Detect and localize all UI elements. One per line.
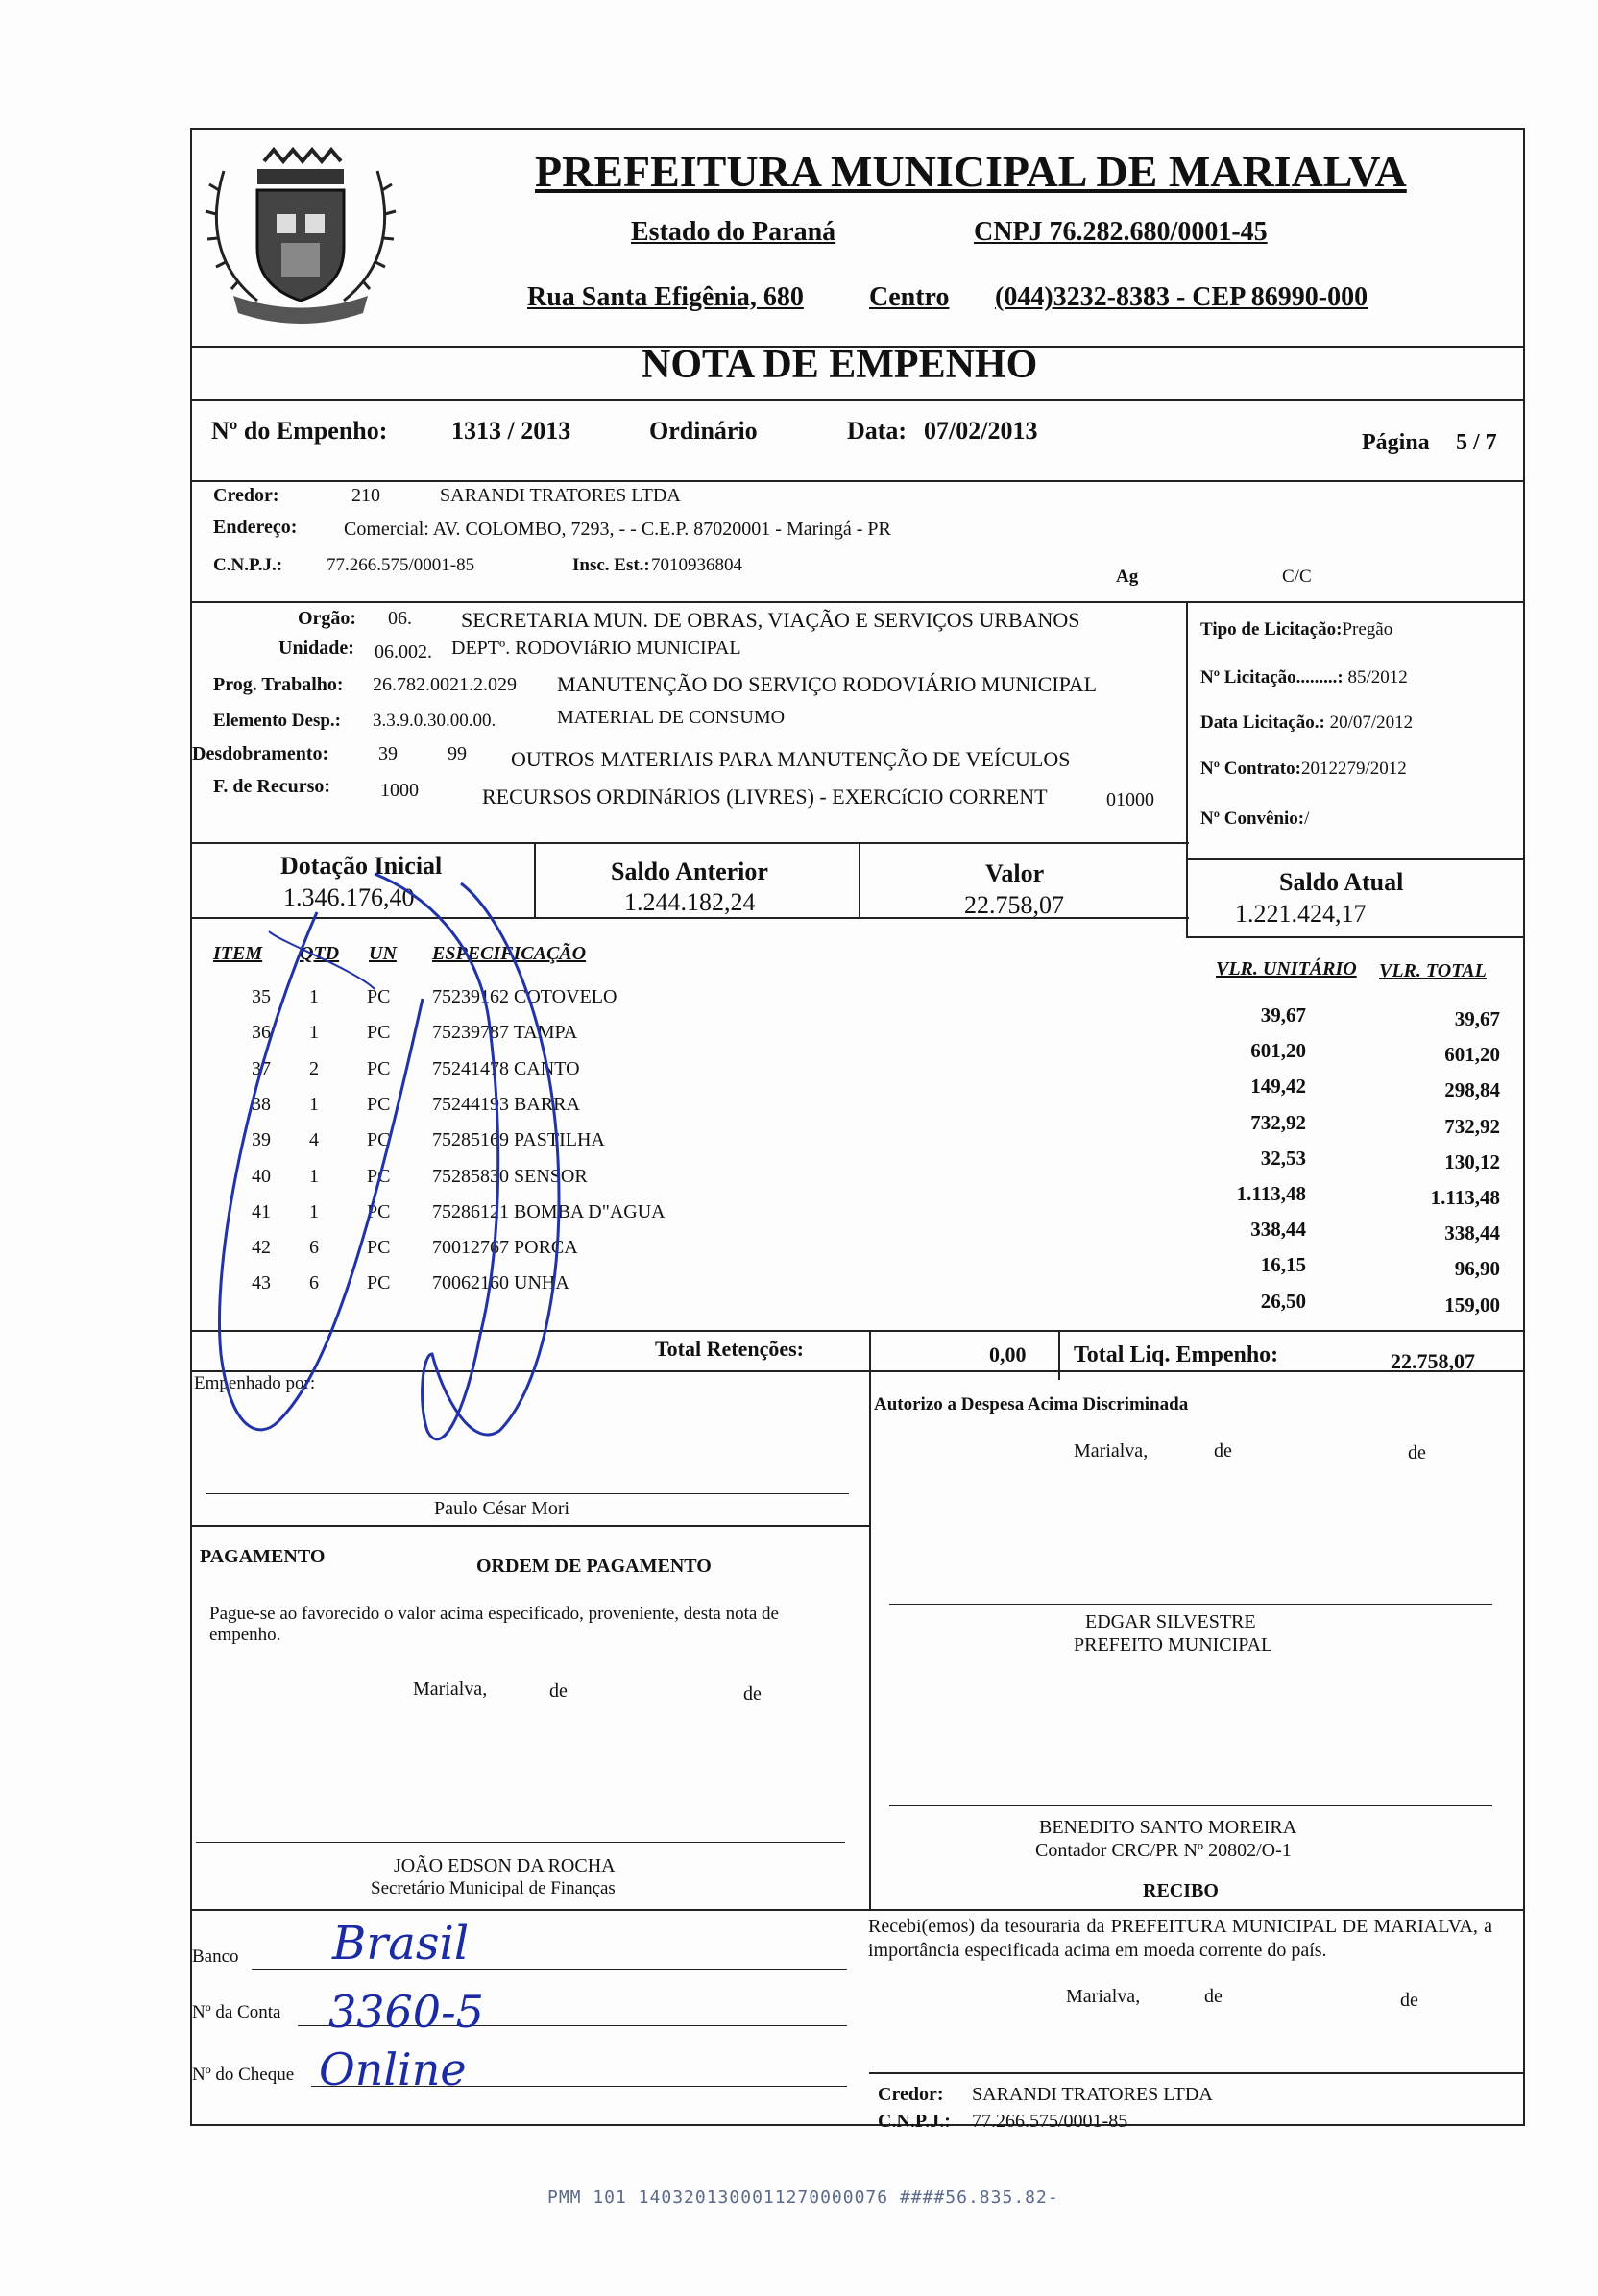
desdobramento-code2: 99 bbox=[448, 743, 467, 764]
cell-total: 39,67 bbox=[1454, 1007, 1500, 1030]
col-qtd: QTD bbox=[300, 943, 340, 964]
dotacao-value: 1.346.176,40 bbox=[283, 883, 415, 911]
orgao-code: 06. bbox=[388, 608, 412, 629]
divider bbox=[190, 480, 1523, 482]
cell-qtd: 2 bbox=[309, 1057, 319, 1079]
credor-code: 210 bbox=[351, 485, 380, 506]
credor-cnpj: 77.266.575/0001-85 bbox=[327, 555, 475, 575]
cell-qtd: 6 bbox=[309, 1272, 319, 1294]
prefeito-title: PREFEITO MUNICIPAL bbox=[1074, 1634, 1273, 1656]
saldo-atual-value: 1.221.424,17 bbox=[1235, 900, 1367, 928]
cell-espec: 70062160 UNHA bbox=[432, 1272, 569, 1294]
date-label: Data: bbox=[847, 417, 908, 445]
saldo-atual-label: Saldo Atual bbox=[1279, 868, 1404, 896]
cell-total: 96,90 bbox=[1454, 1257, 1500, 1281]
divider bbox=[1186, 936, 1523, 938]
cell-qtd: 1 bbox=[309, 986, 319, 1007]
cell-qtd: 6 bbox=[309, 1237, 319, 1259]
divider bbox=[190, 1909, 1523, 1911]
cell-qtd: 1 bbox=[309, 1022, 319, 1044]
col-item: ITEM bbox=[213, 943, 263, 964]
licitacao-tipo: Tipo de Licitação:Pregão bbox=[1200, 619, 1393, 640]
cell-item: 39 bbox=[252, 1129, 271, 1151]
cell-un: PC bbox=[367, 986, 391, 1007]
city-line-recibo-b: de bbox=[1204, 1986, 1223, 2007]
cell-espec: 75239162 COTOVELO bbox=[432, 986, 617, 1007]
signature-line bbox=[196, 1842, 845, 1843]
recibo-title: RECIBO bbox=[1143, 1880, 1219, 1901]
cell-item: 37 bbox=[252, 1057, 271, 1079]
prefeito-name: EDGAR SILVESTRE bbox=[1085, 1611, 1256, 1632]
unidade-name: DEPTº. RODOVIáRIO MUNICIPAL bbox=[451, 638, 741, 659]
autorizo-text: Autorizo a Despesa Acima Discriminada bbox=[874, 1394, 1189, 1414]
phone-cep: (044)3232-8383 - CEP 86990-000 bbox=[995, 282, 1368, 312]
agency-label: Ag bbox=[1116, 567, 1139, 587]
cell-espec: 70012767 PORCA bbox=[432, 1237, 578, 1259]
divider bbox=[190, 601, 1523, 603]
address-label: Endereço: bbox=[213, 517, 298, 538]
recibo-cnpj: 77.266.575/0001-85 bbox=[972, 2111, 1128, 2132]
ordem-label: ORDEM DE PAGAMENTO bbox=[476, 1556, 712, 1577]
cell-un: PC bbox=[367, 1093, 391, 1115]
empenhado-name: Paulo César Mori bbox=[434, 1498, 570, 1519]
recibo-text: Recebi(emos) da tesouraria da PREFEITURA MUNICIPAL DE MARIALVA, a importância especificada acima em moeda corrente do país. bbox=[868, 1916, 1492, 1961]
empenho-type: Ordinário bbox=[649, 417, 758, 445]
district: Centro bbox=[869, 282, 950, 312]
col-total: VLR. TOTAL bbox=[1379, 960, 1487, 981]
divider bbox=[869, 2072, 1523, 2074]
cell-unit: 338,44 bbox=[1250, 1218, 1306, 1242]
cell-qtd: 1 bbox=[309, 1165, 319, 1187]
state-label: Estado do Paraná bbox=[631, 217, 836, 247]
document-title: NOTA DE EMPENHO bbox=[642, 343, 1038, 387]
banco-label: Banco bbox=[192, 1946, 239, 1967]
cell-espec: 75285169 PASTILHA bbox=[432, 1129, 605, 1151]
cell-total: 732,92 bbox=[1444, 1114, 1500, 1138]
prog-label: Prog. Trabalho: bbox=[213, 674, 344, 695]
licitacao-data: Data Licitação.: 20/07/2012 bbox=[1200, 713, 1414, 733]
cell-total: 130,12 bbox=[1444, 1149, 1500, 1173]
cell-unit: 32,53 bbox=[1260, 1146, 1306, 1170]
conta-handwritten: 3360-5 bbox=[328, 1986, 484, 2038]
credor-name: SARANDI TRATORES LTDA bbox=[440, 485, 681, 506]
valor-label: Valor bbox=[985, 859, 1045, 887]
contador-title: Contador CRC/PR Nº 20802/O-1 bbox=[1035, 1840, 1292, 1861]
cell-item: 42 bbox=[252, 1237, 271, 1259]
cell-item: 43 bbox=[252, 1272, 271, 1294]
divider bbox=[1058, 1330, 1060, 1380]
cell-un: PC bbox=[367, 1200, 391, 1222]
credor-label: Credor: bbox=[213, 485, 279, 506]
col-un: UN bbox=[369, 943, 397, 964]
recurso-label: F. de Recurso: bbox=[213, 776, 331, 797]
banco-handwritten: Brasil bbox=[332, 1917, 470, 1970]
cell-un: PC bbox=[367, 1022, 391, 1044]
cell-item: 38 bbox=[252, 1093, 271, 1115]
liquido-value: 22.758,07 bbox=[1391, 1349, 1475, 1373]
cell-un: PC bbox=[367, 1165, 391, 1187]
cell-item: 36 bbox=[252, 1022, 271, 1044]
valor-value: 22.758,07 bbox=[964, 891, 1064, 919]
footer-stamp: PMM 101 1403201300011270000076 ####56.835.82- bbox=[547, 2187, 1059, 2208]
retencoes-value: 0,00 bbox=[989, 1342, 1027, 1366]
prog-code: 26.782.0021.2.029 bbox=[373, 674, 517, 695]
divider bbox=[190, 842, 1189, 844]
cell-espec: 75239787 TAMPA bbox=[432, 1022, 578, 1044]
page-number: 5 / 7 bbox=[1456, 430, 1497, 455]
recurso-extra: 01000 bbox=[1106, 789, 1154, 810]
cell-espec: 75285830 SENSOR bbox=[432, 1165, 588, 1187]
saldo-anterior-label: Saldo Anterior bbox=[611, 858, 768, 885]
col-unit: VLR. UNITÁRIO bbox=[1216, 958, 1357, 979]
cheque-label: Nº do Cheque bbox=[192, 2065, 295, 2085]
desdobramento-label: Desdobramento: bbox=[192, 743, 329, 764]
divider bbox=[1186, 602, 1188, 842]
account-label: C/C bbox=[1282, 567, 1312, 587]
cell-unit: 39,67 bbox=[1260, 1003, 1306, 1027]
city-line-left-c: de bbox=[743, 1683, 762, 1704]
cell-un: PC bbox=[367, 1057, 391, 1079]
unidade-label: Unidade: bbox=[278, 638, 354, 659]
signature-line bbox=[206, 1493, 849, 1494]
cell-unit: 732,92 bbox=[1250, 1110, 1306, 1134]
cell-espec: 75244193 BARRA bbox=[432, 1093, 580, 1115]
saldo-anterior-value: 1.244.182,24 bbox=[624, 888, 756, 916]
city-line-right-a: Marialva, bbox=[1074, 1440, 1149, 1462]
licitacao-numero: Nº Licitação.........: 85/2012 bbox=[1200, 667, 1408, 688]
cell-qtd: 1 bbox=[309, 1093, 319, 1115]
city-line-left-a: Marialva, bbox=[413, 1679, 488, 1700]
desdobramento-code1: 39 bbox=[378, 743, 398, 764]
insc-label: Insc. Est.: bbox=[572, 555, 650, 575]
orgao-label: Orgão: bbox=[298, 608, 357, 629]
desdobramento-name: OUTROS MATERIAIS PARA MANUTENÇÃO DE VEÍCULOS bbox=[511, 747, 1071, 771]
city-line-right-b: de bbox=[1214, 1440, 1232, 1462]
recibo-cnpj-label: C.N.P.J.: bbox=[878, 2111, 951, 2132]
recurso-name: RECURSOS ORDINáRIOS (LIVRES) - EXERCíCIO CORRENT bbox=[482, 785, 1048, 809]
elemento-label: Elemento Desp.: bbox=[213, 711, 341, 731]
cell-qtd: 4 bbox=[309, 1129, 319, 1151]
divider bbox=[859, 842, 860, 917]
cell-item: 35 bbox=[252, 986, 271, 1007]
pague-se-text: Pague-se ao favorecido o valor acima especificado, proveniente, desta nota de empenho. bbox=[209, 1604, 779, 1645]
secretario-name: JOÃO EDSON DA ROCHA bbox=[394, 1855, 616, 1876]
recibo-credor-label: Credor: bbox=[878, 2084, 944, 2105]
contrato: Nº Contrato:2012279/2012 bbox=[1200, 759, 1407, 779]
cnpj-header: CNPJ 76.282.680/0001-45 bbox=[974, 217, 1268, 247]
signature-line bbox=[889, 1604, 1492, 1605]
cheque-handwritten: Online bbox=[319, 2043, 467, 2095]
cell-item: 40 bbox=[252, 1165, 271, 1187]
elemento-name: MATERIAL DE CONSUMO bbox=[557, 707, 786, 728]
col-espec: ESPECIFICAÇÃO bbox=[432, 943, 587, 964]
street-address: Rua Santa Efigênia, 680 bbox=[527, 282, 804, 312]
cell-unit: 26,50 bbox=[1260, 1289, 1306, 1313]
contador-name: BENEDITO SANTO MOREIRA bbox=[1039, 1817, 1297, 1838]
municipality-title: PREFEITURA MUNICIPAL DE MARIALVA bbox=[535, 147, 1407, 196]
city-line-left-b: de bbox=[549, 1680, 568, 1702]
divider bbox=[1186, 858, 1523, 860]
cell-unit: 601,20 bbox=[1250, 1039, 1306, 1063]
orgao-name: SECRETARIA MUN. DE OBRAS, VIAÇÃO E SERVIÇOS URBANOS bbox=[461, 608, 1080, 632]
cell-unit: 149,42 bbox=[1250, 1075, 1306, 1099]
secretario-title: Secretário Municipal de Finanças bbox=[371, 1878, 616, 1898]
cell-qtd: 1 bbox=[309, 1200, 319, 1222]
convenio: Nº Convênio:/ bbox=[1200, 809, 1310, 829]
retencoes-label: Total Retenções: bbox=[655, 1337, 804, 1361]
credor-address: Comercial: AV. COLOMBO, 7293, - - C.E.P. 87020001 - Maringá - PR bbox=[344, 519, 891, 540]
municipal-crest bbox=[205, 133, 397, 336]
empenho-number-label: Nº do Empenho: bbox=[211, 417, 388, 445]
cell-total: 601,20 bbox=[1444, 1043, 1500, 1067]
dotacao-label: Dotação Inicial bbox=[280, 852, 443, 880]
cell-espec: 75241478 CANTO bbox=[432, 1057, 580, 1079]
elemento-code: 3.3.9.0.30.00.00. bbox=[373, 711, 496, 731]
cell-total: 1.113,48 bbox=[1430, 1186, 1500, 1209]
divider bbox=[190, 399, 1523, 401]
cell-total: 159,00 bbox=[1444, 1293, 1500, 1317]
empenhado-label: Empenhado por: bbox=[194, 1373, 316, 1393]
credor-insc: 7010936804 bbox=[651, 555, 742, 575]
city-line-right-c: de bbox=[1408, 1442, 1426, 1463]
conta-label: Nº da Conta bbox=[192, 2002, 281, 2022]
unidade-code: 06.002. bbox=[375, 641, 432, 663]
divider bbox=[869, 1370, 871, 1911]
cnpj-label: C.N.P.J.: bbox=[213, 555, 283, 575]
cell-un: PC bbox=[367, 1237, 391, 1259]
signature-line bbox=[889, 1805, 1492, 1806]
cell-un: PC bbox=[367, 1272, 391, 1294]
cell-item: 41 bbox=[252, 1200, 271, 1222]
ink-signature bbox=[173, 855, 634, 1469]
empenho-date: 07/02/2013 bbox=[924, 417, 1038, 445]
cell-total: 338,44 bbox=[1444, 1221, 1500, 1245]
cell-unit: 1.113,48 bbox=[1236, 1182, 1306, 1205]
cell-total: 298,84 bbox=[1444, 1078, 1500, 1102]
cell-unit: 16,15 bbox=[1260, 1253, 1306, 1277]
empenho-number: 1313 / 2013 bbox=[451, 417, 571, 445]
cell-un: PC bbox=[367, 1129, 391, 1151]
divider bbox=[190, 1525, 870, 1527]
divider bbox=[1186, 842, 1188, 936]
city-line-recibo-a: Marialva, bbox=[1066, 1986, 1141, 2007]
recurso-code: 1000 bbox=[380, 780, 419, 801]
cell-espec: 75286121 BOMBA D"AGUA bbox=[432, 1200, 666, 1222]
recibo-credor-name: SARANDI TRATORES LTDA bbox=[972, 2084, 1213, 2105]
pagamento-label: PAGAMENTO bbox=[200, 1546, 326, 1567]
liquido-label: Total Liq. Empenho: bbox=[1074, 1342, 1279, 1367]
prog-name: MANUTENÇÃO DO SERVIÇO RODOVIÁRIO MUNICIPAL bbox=[557, 672, 1098, 696]
city-line-recibo-c: de bbox=[1400, 1990, 1418, 2011]
page-label: Página bbox=[1362, 430, 1430, 455]
